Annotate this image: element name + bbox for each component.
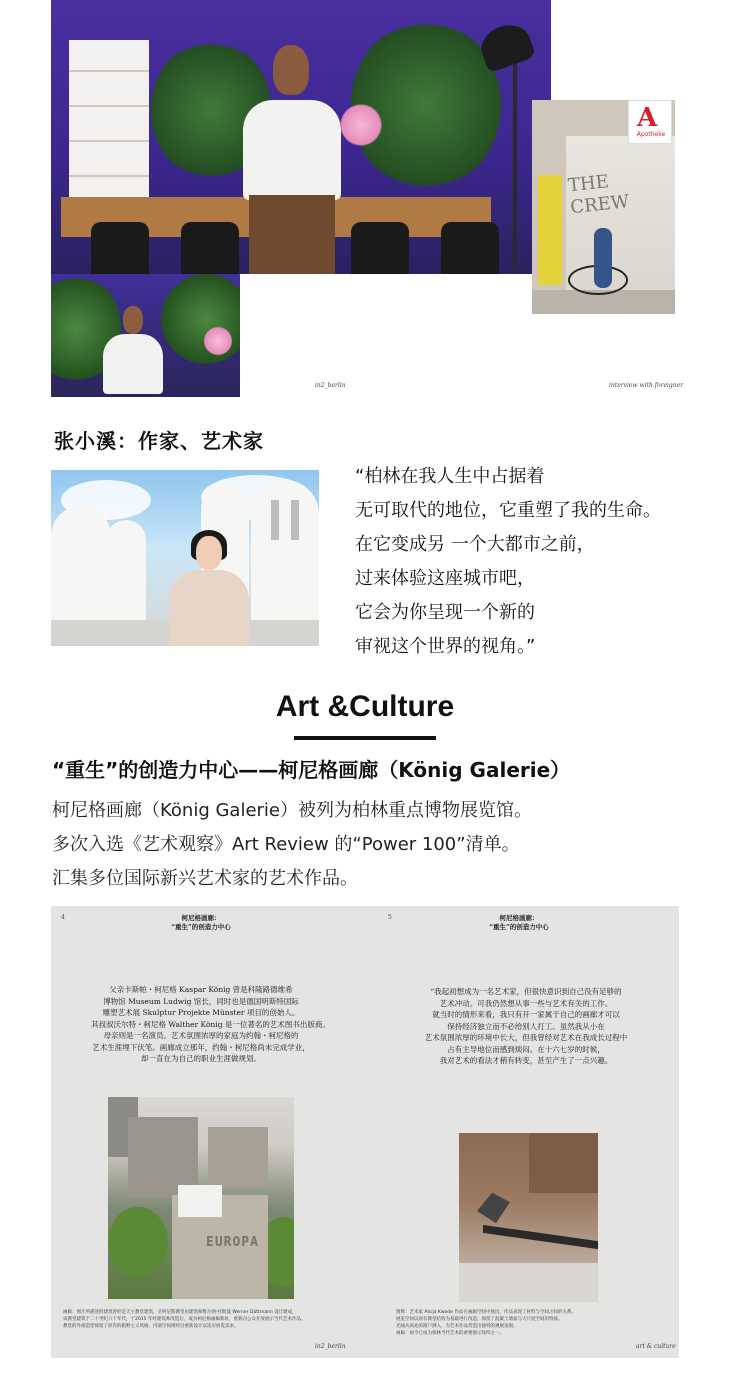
photo-living-room bbox=[51, 0, 551, 274]
lily-flowers bbox=[201, 324, 235, 358]
person-with-bike bbox=[594, 228, 612, 288]
page-heading-right bbox=[459, 914, 579, 932]
page-number-right: 5 bbox=[388, 914, 392, 921]
page-number-left: 4 bbox=[61, 914, 65, 921]
person-shirt bbox=[103, 334, 163, 394]
chair bbox=[91, 222, 149, 274]
person-face bbox=[196, 536, 222, 570]
footnote-line: 该教堂建筑于二十世纪六十年代，于2015 年经建筑师改造后，成为柯尼格画廊新址，重新向公众开放展示当代艺术作品。 bbox=[63, 1317, 306, 1322]
interview-quote bbox=[355, 460, 715, 664]
person-head bbox=[273, 45, 309, 95]
tree bbox=[108, 1207, 168, 1277]
body-line: 艺术氛围浓厚的环境中长大，但我曾经对艺术在我成长过程中 bbox=[424, 1033, 628, 1042]
quote-line: 过来体验这座城市吧， bbox=[355, 568, 535, 589]
interior-window bbox=[529, 1133, 598, 1193]
lily-flowers bbox=[336, 100, 386, 150]
top-photo-spread bbox=[51, 0, 684, 397]
chair bbox=[351, 222, 409, 274]
page-footer-right: art & culture bbox=[636, 1343, 676, 1350]
body-line: 父亲卡斯帕・柯尼格 Kaspar König 曾是科隆路德维希 bbox=[109, 985, 293, 994]
quote-line: 它会为你呈现一个新的 bbox=[355, 602, 535, 623]
bauhaus-building bbox=[106, 520, 146, 620]
page-heading-line: 柯尼格画廊： bbox=[181, 914, 221, 922]
magazine-spread bbox=[51, 906, 679, 1358]
chair bbox=[441, 222, 499, 274]
quote-line: 审视这个世界的视角。” bbox=[355, 636, 536, 657]
body-line: 艺术生涯埋下伏笔。画廊成立那年，约翰・柯尼格尚未完成学业， bbox=[92, 1042, 310, 1052]
pharmacy-letter: A bbox=[637, 103, 658, 133]
caption-right: interview with foreigner bbox=[609, 382, 684, 389]
page-heading-line: “重生”的创造力中心 bbox=[489, 923, 549, 931]
building-window bbox=[271, 500, 279, 540]
section-title: Art &Culture bbox=[275, 690, 455, 723]
gallery-interior-photo bbox=[459, 1133, 598, 1302]
bookshelf bbox=[69, 40, 149, 215]
article-paragraph: 多次入选《艺术观察》Art Review 的“Power 100”清单。 bbox=[52, 834, 520, 855]
page-body-right bbox=[411, 986, 641, 1067]
quote-line: 无可取代的地位，它重塑了我的生命。 bbox=[355, 500, 661, 521]
title-underline bbox=[294, 736, 436, 740]
body-line: 其叔叔沃尔特・柯尼格 Walther König 是一位著名的艺术图书出版商。 bbox=[91, 1019, 330, 1029]
footnote-line: 光线从高处的窗户洒入，为艺术作品营造出独特的观展氛围。 bbox=[396, 1324, 518, 1329]
body-line: 雕塑艺术展 Skulptur Projekte Münster 项目的创始人。 bbox=[102, 1008, 300, 1017]
gallery-rooftop-cube bbox=[178, 1185, 222, 1217]
bauhaus-building bbox=[51, 506, 111, 626]
caption-left: in2_berlin bbox=[315, 382, 346, 389]
graffiti: THE CREW bbox=[567, 171, 631, 219]
quote-line: “柏林在我人生中占据着 bbox=[355, 466, 545, 487]
article-headline: “重生”的创造力中心——柯尼格画廊（König Galerie） bbox=[52, 758, 571, 782]
body-line: 却一直在为自己的职业生涯做规划。 bbox=[141, 1054, 261, 1063]
person-trousers bbox=[249, 195, 335, 274]
person-sweater bbox=[243, 100, 341, 200]
pharmacy-sign bbox=[628, 100, 672, 144]
body-line: 母亲则是一名演员。艺术氛围浓厚的家庭为约翰・柯尼格的 bbox=[103, 1031, 299, 1040]
building-window bbox=[291, 500, 299, 540]
quote-line: 在它变成另 一个大都市之前， bbox=[355, 534, 595, 555]
page-footer-left: in2_berlin bbox=[315, 1343, 346, 1350]
footnote-line: 展览空间以原有教堂结构为基础进行改造，保留了混凝土墙面与大尺度空间的特质。 bbox=[396, 1317, 563, 1322]
yellow-door bbox=[538, 175, 562, 285]
footnote-line: 图释：艺术家 Alicja Kwade 作品在画廊空间中展出，作品表现了材料与空间之间的关系。 bbox=[396, 1310, 576, 1315]
interior-floor bbox=[459, 1263, 598, 1302]
sculpture bbox=[473, 1188, 515, 1228]
body-line: 博物馆 Museum Ludwig 馆长，同时也是德国明斯特国际 bbox=[103, 996, 299, 1006]
building-sign: EUROPA bbox=[206, 1235, 259, 1250]
pharmacy-label: Apotheke bbox=[636, 131, 666, 138]
page-heading-left bbox=[141, 914, 261, 932]
body-line: “我起初想成为一名艺术家，但很快意识到自己没有足够的 bbox=[430, 987, 622, 996]
chair bbox=[181, 222, 239, 274]
photo-street-bike bbox=[532, 100, 675, 314]
body-line: 艺术冲动。可我仍然想从事一些与艺术有关的工作。 bbox=[439, 998, 613, 1008]
tower-block bbox=[208, 1127, 268, 1187]
steel-beam-sculpture bbox=[483, 1225, 598, 1249]
article-paragraph: 柯尼格画廊（König Galerie）被列为柏林重点博物展览馆。 bbox=[52, 800, 533, 821]
page-footnote-right bbox=[396, 1309, 576, 1337]
person-head bbox=[123, 306, 143, 334]
bauhaus-building bbox=[251, 480, 319, 640]
body-line: 就当时的情形来看，我只有开一家属于自己的画廊才可以 bbox=[432, 1010, 620, 1019]
page-heading-line: 柯尼格画廊： bbox=[499, 914, 539, 922]
footnote-line: 画廊：图片所描述的建筑曾经是天主教堂建筑，圣阿尼斯教堂由建筑师维尔纳·杜斯曼 Werner Düttmann 设计建成， bbox=[63, 1310, 297, 1315]
interviewee-name-title: 张小溪：作家、艺术家 bbox=[54, 429, 264, 453]
gallery-building-photo bbox=[108, 1097, 294, 1299]
portrait-photo bbox=[51, 470, 319, 646]
article-paragraph: 汇集多位国际新兴艺术家的艺术作品。 bbox=[52, 868, 358, 889]
page-footnote-left bbox=[63, 1309, 305, 1330]
footnote-line: 画廊：如今已成为柏林当代艺术的重要展示场所之一。 bbox=[396, 1331, 504, 1336]
photo-watering-plants bbox=[51, 274, 240, 397]
body-line: 保持经济独立而不必给别人打工。虽然我从小在 bbox=[447, 1021, 605, 1031]
person-coat bbox=[169, 570, 249, 646]
body-line: 占有主导地位而感到烦闷。在十六七岁的时候， bbox=[447, 1044, 605, 1054]
page-heading-line: “重生”的创造力中心 bbox=[171, 923, 231, 931]
body-line: 我对艺术的看法才稍有转变，甚至产生了一点兴趣。 bbox=[439, 1056, 613, 1065]
studio-lamp-stand bbox=[513, 40, 517, 270]
page-body-left bbox=[91, 984, 330, 1065]
footnote-line: 教堂的外部造型保留了原有的粗野主义风格，内部空间则经过重新设计以适应展览需求。 bbox=[63, 1324, 239, 1329]
